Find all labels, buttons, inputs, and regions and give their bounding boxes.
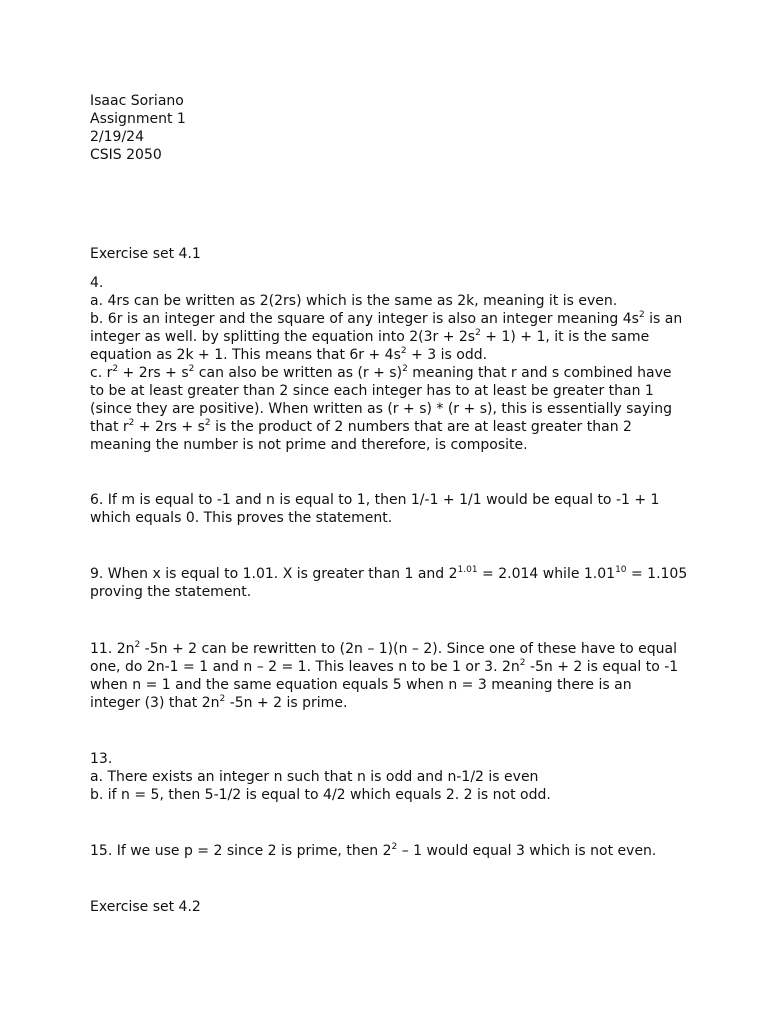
- text-run: 9. When x is equal to 1.01. X is greater than 1 and 2: [90, 566, 458, 582]
- exercise-6-line-1: 6. If m is equal to -1 and n is equal to 1, then 1/-1 + 1/1 would be equal to -1 + 1: [90, 492, 660, 508]
- text-run: + 3 is odd.: [406, 347, 488, 363]
- text-run: is an: [644, 311, 683, 327]
- assignment-title: Assignment 1: [90, 111, 186, 127]
- text-run: + 2rs + s: [118, 365, 189, 381]
- text-run: one, do 2n-1 = 1 and n – 2 = 1. This leaves n to be 1 or 3. 2n: [90, 659, 520, 675]
- exercise-15: [90, 842, 690, 860]
- exercise-11: [90, 640, 690, 712]
- author-name: Isaac Soriano: [90, 93, 184, 109]
- superscript: 2: [475, 328, 481, 338]
- text-run: = 1.105: [626, 566, 688, 582]
- exercise-number: 4.: [90, 275, 104, 291]
- exercise-4-part-c-line-3: (since they are positive). When written as (r + s) * (r + s), this is essentially saying: [90, 401, 672, 417]
- exercise-13: [90, 750, 690, 804]
- section-title: Exercise set 4.1: [90, 246, 201, 262]
- superscript: 2: [519, 658, 526, 668]
- superscript: 1.01: [457, 565, 478, 575]
- text-run: + 1) + 1, it is the same: [480, 329, 650, 345]
- text-run: b. 6r is an integer and the square of any integer is also an integer meaning 4s: [90, 311, 639, 327]
- exercise-6-line-2: which equals 0. This proves the statement.: [90, 510, 393, 526]
- section-heading-set-4-2: [90, 898, 690, 916]
- exercise-15-line-1: [90, 842, 690, 860]
- exercise-13-part-a: a. There exists an integer n such that n is odd and n-1/2 is even: [90, 769, 539, 785]
- superscript: 2: [391, 842, 398, 852]
- exercise-13-part-b: b. if n = 5, then 5-1/2 is equal to 4/2 which equals 2. 2 is not odd.: [90, 787, 551, 803]
- superscript: 10: [615, 565, 627, 575]
- exercise-4-part-c-line-4: [90, 418, 690, 436]
- exercise-9-line-1: [90, 565, 690, 583]
- exercise-9: [90, 565, 690, 601]
- superscript: 2: [400, 346, 407, 356]
- exercise-11-line-1: [90, 640, 690, 658]
- superscript: 2: [402, 364, 408, 374]
- text-run: c. r: [90, 365, 113, 381]
- exercise-4-part-b-line-3: [90, 346, 690, 364]
- exercise-4-part-b-line-1: [90, 310, 690, 328]
- text-run: can also be written as (r + s): [194, 365, 403, 381]
- exercise-4-part-b-line-2: [90, 328, 690, 346]
- text-run: = 2.014 while 1.01: [477, 566, 616, 582]
- superscript: 2: [134, 640, 141, 650]
- superscript: 2: [128, 418, 135, 428]
- exercise-11-line-3: when n = 1 and the same equation equals 5 when n = 3 meaning there is an: [90, 677, 632, 693]
- superscript: 2: [219, 694, 226, 704]
- course-code: CSIS 2050: [90, 147, 162, 163]
- exercise-4: [90, 274, 690, 454]
- text-run: -5n + 2 can be rewritten to (2n – 1)(n – 2). Since one of these have to equal: [140, 641, 677, 657]
- exercise-4-part-c-line-2: to be at least greater than 2 since each integer has to at least be greater than 1: [90, 383, 654, 399]
- text-run: integer (3) that 2n: [90, 695, 220, 711]
- document-header: [90, 92, 690, 164]
- superscript: 2: [188, 364, 195, 374]
- exercise-4-part-c-line-5: meaning the number is not prime and therefore, is composite.: [90, 437, 528, 453]
- text-run: integer as well. by splitting the equation into 2(3r + 2s: [90, 329, 476, 345]
- exercise-number: 13.: [90, 751, 113, 767]
- text-run: + 2rs + s: [134, 419, 205, 435]
- exercise-11-line-4: [90, 694, 690, 712]
- exercise-6: [90, 491, 690, 527]
- text-run: meaning that r and s combined have: [407, 365, 672, 381]
- section-title: Exercise set 4.2: [90, 899, 201, 915]
- superscript: 2: [112, 364, 119, 374]
- assignment-date: 2/19/24: [90, 129, 144, 145]
- text-run: -5n + 2 is prime.: [225, 695, 348, 711]
- exercise-4-part-a: a. 4rs can be written as 2(2rs) which is the same as 2k, meaning it is even.: [90, 293, 618, 309]
- text-run: – 1 would equal 3 which is not even.: [397, 843, 657, 859]
- text-run: 11. 2n: [90, 641, 135, 657]
- text-run: is the product of 2 numbers that are at least greater than 2: [210, 419, 632, 435]
- superscript: 2: [204, 418, 211, 428]
- exercise-11-line-2: [90, 658, 690, 676]
- text-run: 15. If we use p = 2 since 2 is prime, then 2: [90, 843, 392, 859]
- exercise-9-line-2: proving the statement.: [90, 584, 252, 600]
- superscript: 2: [638, 310, 645, 320]
- text-run: that r: [90, 419, 129, 435]
- section-heading-set-4-1: [90, 245, 690, 263]
- text-run: -5n + 2 is equal to -1: [525, 659, 679, 675]
- exercise-4-part-c-line-1: [90, 364, 690, 382]
- text-run: equation as 2k + 1. This means that 6r + 4s: [90, 347, 401, 363]
